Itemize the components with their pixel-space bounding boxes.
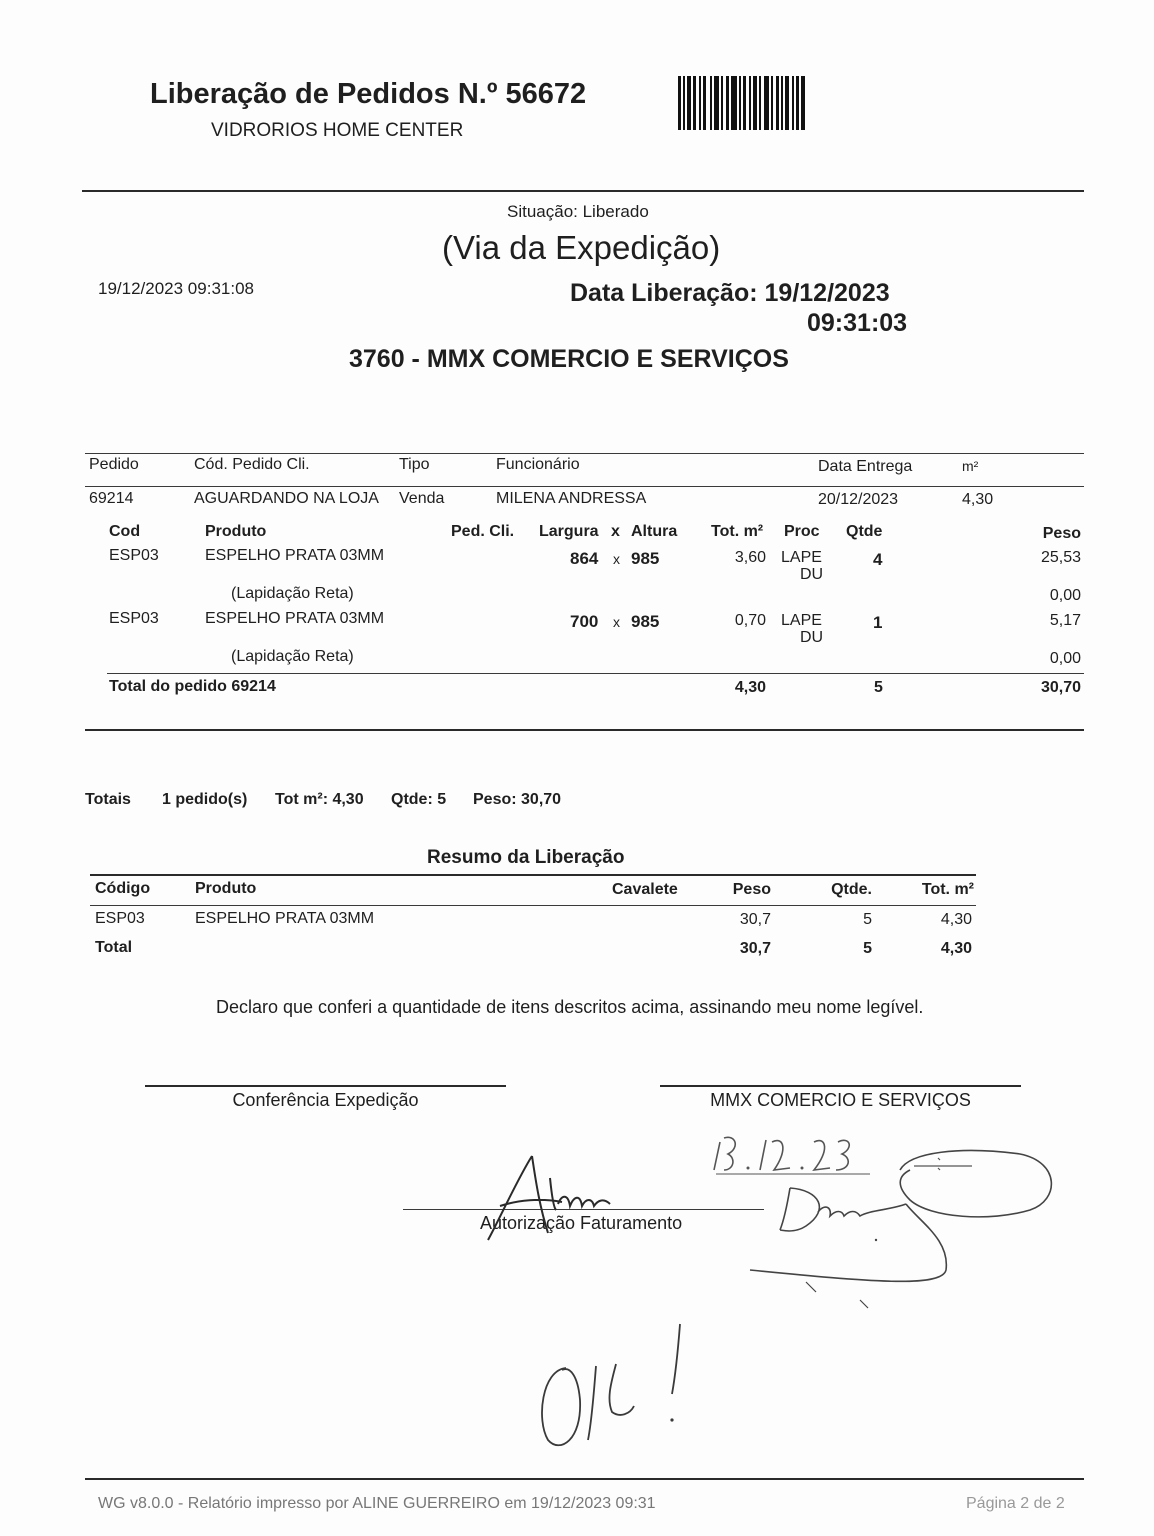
- order-cod-pedido-cli: AGUARDANDO NA LOJA: [194, 490, 379, 507]
- order-total-qtde: 5: [874, 679, 883, 696]
- footer-page-number: Página 2 de 2: [966, 1495, 1065, 1512]
- item-qtde: 1: [873, 613, 883, 632]
- item-produto: ESPELHO PRATA 03MM: [205, 547, 385, 564]
- item-proc: LAPE: [781, 612, 822, 629]
- resumo-top-divider: [90, 874, 976, 876]
- order-top-divider: [85, 453, 1084, 454]
- item-tot-m2: 0,70: [734, 612, 766, 629]
- handwritten-signature-aline: [470, 1148, 640, 1248]
- item-col-cod: Cod: [109, 523, 141, 540]
- order-funcionario: MILENA ANDRESSA: [496, 490, 647, 507]
- col-pedido: Pedido: [89, 456, 139, 473]
- resumo-col-qtde: Qtde.: [831, 881, 872, 898]
- item-peso: 25,53: [1040, 549, 1081, 566]
- report-title: Liberação de Pedidos N.º 56672: [150, 78, 587, 110]
- resumo-row-produto: ESPELHO PRATA 03MM: [195, 910, 375, 927]
- order-tipo: Venda: [399, 490, 445, 507]
- item-col-proc: Proc: [784, 523, 820, 540]
- printed-timestamp: 19/12/2023 09:31:08: [98, 279, 254, 298]
- footer-divider: [85, 1478, 1084, 1480]
- client-name: 3760 - MMX COMERCIO E SERVIÇOS: [349, 345, 789, 373]
- item-proc-cont: DU: [800, 566, 824, 583]
- item-col-largura: Largura: [539, 523, 599, 540]
- item-col-tot-m2: Tot. m²: [711, 523, 764, 540]
- item-sub: (Lapidação Reta): [231, 648, 354, 665]
- order-bottom-divider: [85, 729, 1084, 731]
- signature-label-left: Conferência Expedição: [232, 1090, 419, 1110]
- resumo-title: Resumo da Liberação: [427, 847, 625, 868]
- col-funcionario: Funcionário: [496, 456, 580, 473]
- order-header-divider: [85, 486, 1084, 487]
- data-liberacao-label: Data Liberação: 19/12/2023: [570, 279, 890, 307]
- item-cod: ESP03: [109, 610, 159, 627]
- item-proc: LAPE: [781, 549, 822, 566]
- data-liberacao-time: 09:31:03: [807, 309, 908, 337]
- handwritten-date-and-signature: [710, 1130, 1060, 1315]
- item-cod: ESP03: [109, 547, 159, 564]
- item-col-peso: Peso: [1042, 525, 1081, 542]
- resumo-row-tot-m2: 4,30: [940, 911, 972, 928]
- resumo-row-codigo: ESP03: [95, 910, 145, 927]
- item-qtde: 4: [873, 550, 883, 569]
- resumo-header-divider: [90, 905, 976, 906]
- signature-label-right: MMX COMERCIO E SERVIÇOS: [710, 1090, 971, 1110]
- item-col-altura: Altura: [631, 523, 678, 540]
- item-tot-m2: 3,60: [734, 549, 766, 566]
- resumo-col-cavalete: Cavalete: [612, 881, 678, 898]
- resumo-row-qtde: 5: [863, 911, 872, 928]
- resumo-total-label: Total: [95, 939, 133, 956]
- item-col-qtde: Qtde: [846, 523, 883, 540]
- item-col-produto: Produto: [205, 523, 267, 540]
- item-x: x: [613, 551, 620, 567]
- col-data-entrega: Data Entrega: [818, 458, 913, 475]
- order-total-divider: [107, 673, 1084, 674]
- resumo-total-qtde: 5: [863, 940, 872, 957]
- signature-label-center: Autorização Faturamento: [480, 1213, 683, 1233]
- resumo-total-tot-m2: 4,30: [940, 940, 972, 957]
- item-proc-cont: DU: [800, 629, 824, 646]
- totais-tot-m2: Tot m²: 4,30: [275, 791, 364, 808]
- order-total-m2: 4,30: [734, 679, 766, 696]
- col-cod-pedido-cli: Cód. Pedido Cli.: [194, 456, 310, 473]
- handwritten-ok: [530, 1320, 700, 1455]
- order-total-peso: 30,70: [1040, 679, 1081, 696]
- order-total-label: Total do pedido 69214: [109, 678, 276, 695]
- order-pedido: 69214: [89, 490, 134, 507]
- resumo-row-peso: 30,7: [739, 911, 771, 928]
- data-liberacao-date: 19/12/2023: [764, 279, 890, 307]
- resumo-col-peso: Peso: [732, 881, 771, 898]
- resumo-col-tot-m2: Tot. m²: [921, 881, 974, 898]
- via-expedicao: (Via da Expedição): [442, 229, 721, 266]
- resumo-col-produto: Produto: [195, 880, 257, 897]
- item-sub: (Lapidação Reta): [231, 585, 354, 602]
- declaration-text: Declaro que conferi a quantidade de itens descritos acima, assinando meu nome legível.: [216, 997, 924, 1017]
- item-largura: 864: [570, 549, 599, 568]
- signature-line-left: [145, 1085, 506, 1087]
- item-sub-peso: 0,00: [1049, 587, 1081, 604]
- totais-pedidos: 1 pedido(s): [162, 791, 248, 808]
- item-altura: 985: [631, 612, 660, 631]
- item-sub-peso: 0,00: [1049, 650, 1081, 667]
- order-data-entrega: 20/12/2023: [818, 491, 899, 508]
- signature-line-right: [660, 1085, 1021, 1087]
- item-altura: 985: [631, 549, 660, 568]
- totais-qtde: Qtde: 5: [391, 791, 447, 808]
- col-tipo: Tipo: [399, 456, 430, 473]
- item-produto: ESPELHO PRATA 03MM: [205, 610, 385, 627]
- totais-peso: Peso: 30,70: [473, 791, 562, 808]
- resumo-col-codigo: Código: [95, 880, 151, 897]
- header-divider: [82, 190, 1084, 192]
- item-col-ped-cli: Ped. Cli.: [451, 523, 515, 540]
- item-x: x: [613, 614, 620, 630]
- totais-label: Totais: [85, 791, 131, 808]
- col-m2: m²: [962, 458, 979, 474]
- barcode: [678, 76, 854, 130]
- order-m2: 4,30: [962, 491, 994, 508]
- situacao-label: Situação: Liberado: [507, 202, 649, 221]
- item-peso: 5,17: [1049, 612, 1081, 629]
- footer-printed-by: WG v8.0.0 - Relatório impresso por ALINE GUERREIRO em 19/12/2023 09:31: [98, 1495, 656, 1512]
- item-largura: 700: [570, 612, 599, 631]
- resumo-total-peso: 30,7: [739, 940, 771, 957]
- item-col-x: x: [611, 523, 620, 540]
- company-name: VIDRORIOS HOME CENTER: [211, 120, 464, 141]
